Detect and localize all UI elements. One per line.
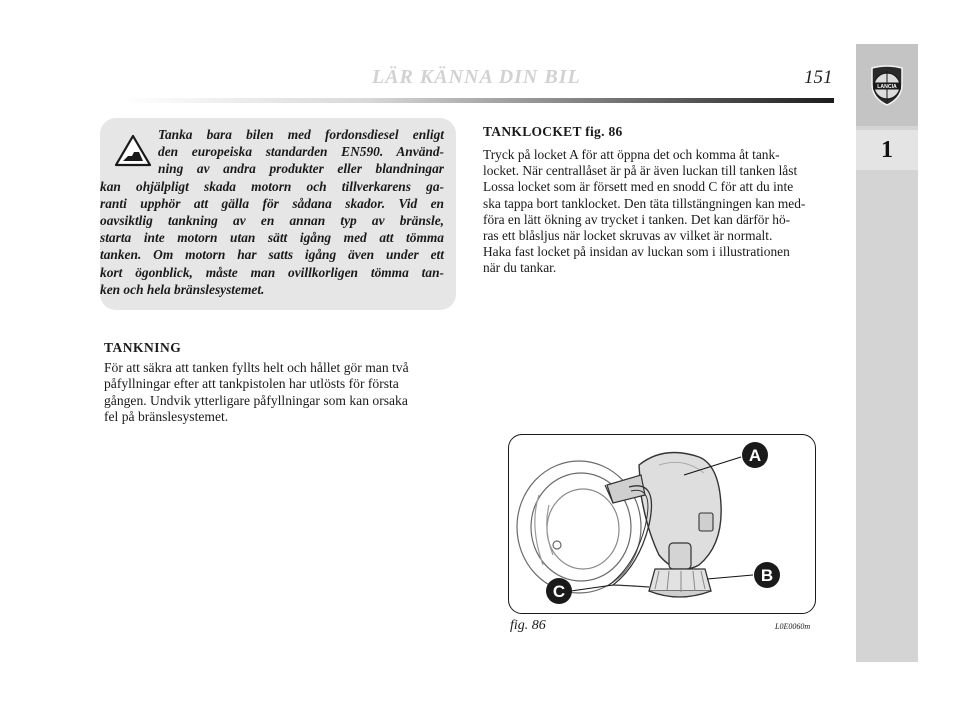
warning-line: oavsiktlig tankning av en annan typ av bränsle, (100, 213, 444, 229)
warning-line: kort ögonblick, måste man ovillkorligen tömma tan- (100, 264, 444, 280)
sidebar (856, 44, 918, 662)
svg-text:C: C (552, 582, 566, 601)
warning-line: tanken. Om motorn har satts igång även under ett (100, 247, 444, 263)
body-line: ras ett blåsljus när locket skruvas av vilket är normalt. (483, 228, 773, 244)
header-rule (120, 98, 834, 103)
svg-text:A: A (748, 446, 762, 465)
body-line: när du tankar. (483, 260, 557, 276)
header-title: LÄR KÄNNA DIN BIL (372, 66, 581, 88)
brand-logo-box (856, 44, 918, 126)
figure-86 (508, 434, 816, 614)
body-line: föra en lätt ökning av trycket i tanken. Det kan därför hö- (483, 211, 791, 227)
body-line: Lossa locket som är försett med en snodd C för att du inte (483, 179, 794, 195)
warning-text (100, 126, 444, 298)
logo-wordmark: LANCIA (877, 84, 897, 91)
figure-code: L0E0060m (775, 622, 811, 631)
section-heading-tanklocket: TANKLOCKET fig. 86 (483, 124, 623, 139)
figure-caption: fig. 86 (510, 618, 546, 633)
leader-line-c (571, 585, 613, 591)
page-number: 151 (804, 67, 833, 88)
section-body-tankning (104, 360, 458, 426)
warning-line: starta inte motorn utan sätt igång med att tömma (100, 230, 444, 246)
hinge-arm (605, 475, 645, 503)
section-heading-tankning: TANKNING (104, 340, 182, 355)
warning-line: ranti upphör att gälla för sådana skador. Vid en (100, 195, 444, 211)
chapter-tab: 1 (856, 130, 918, 170)
warning-line: kan ohjälpligt skada motorn och tillverkarens ga- (100, 178, 444, 194)
callout-c (546, 578, 572, 604)
body-line: Haka fast locket på insidan av luckan som i illustrationen (483, 244, 790, 260)
body-line: För att säkra att tanken fyllts helt och hållet gör man två (104, 360, 409, 375)
callout-b (754, 562, 780, 588)
callout-a (742, 442, 768, 468)
body-line: påfyllningar efter att tankpistolen har utlösts för första (104, 376, 399, 392)
body-line: ska tappa bort tanklocket. Den täta tillstängningen kan med- (483, 195, 806, 211)
body-line: locket. När centrallåset är på är även luckan till tanken låst (483, 163, 798, 179)
warning-line: ken och hela bränslesystemet. (100, 281, 265, 297)
warning-line: den europeiska standarden EN590. Använd- (158, 144, 444, 160)
leader-line-b (707, 575, 753, 579)
warning-line: ning av andra produkter eller blandningar (158, 161, 444, 177)
body-line: gången. Undvik ytterligare påfyllningar som kan orsaka (104, 392, 408, 408)
lancia-logo-icon (864, 62, 910, 108)
svg-text:B: B (760, 566, 774, 585)
body-line: fel på bränslesystemet. (104, 409, 229, 425)
warning-box (100, 118, 456, 310)
section-body-tanklocket (483, 147, 839, 277)
body-line: Tryck på locket A för att öppna det och komma åt tank- (483, 147, 780, 162)
warning-line: Tanka bara bilen med fordonsdiesel enligt (158, 127, 444, 142)
fuel-cap-illustration (509, 435, 815, 613)
